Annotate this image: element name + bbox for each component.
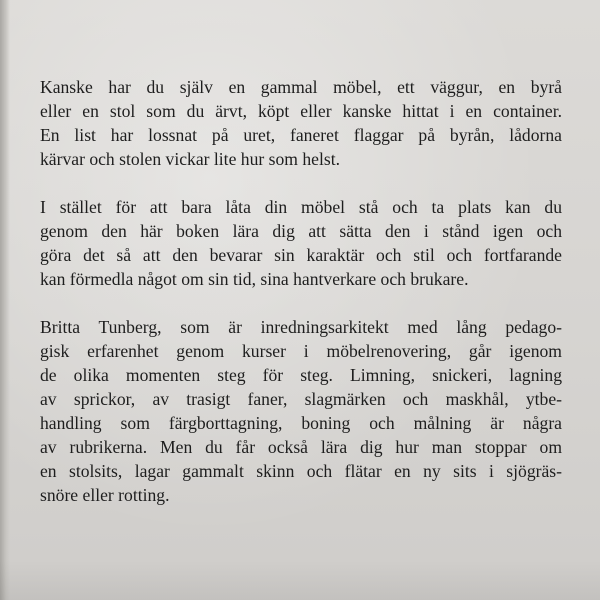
paragraph-1 (40, 75, 562, 171)
text-line: av rubrikerna. Men du får också lära dig hur man stoppar om (40, 437, 562, 457)
cover-edge-shadow (0, 0, 10, 600)
paragraph-3 (40, 315, 562, 507)
blurb-text (40, 75, 562, 531)
text-line: eller en stol som du ärvt, köpt eller kanske hittat i en container. (40, 101, 562, 121)
paragraph-2 (40, 195, 562, 291)
text-line: genom den här boken lära dig att sätta den i stånd igen och (40, 221, 562, 241)
text-line: handling som färgborttagning, boning och målning är några (40, 413, 562, 433)
text-line: I stället för att bara låta din möbel stå och ta plats kan du (40, 197, 562, 217)
text-line: En list har lossnat på uret, faneret flaggar på byrån, lådorna (40, 125, 562, 145)
text-line: kan förmedla något om sin tid, sina hantverkare och brukare. (40, 269, 469, 289)
text-line: de olika momenten steg för steg. Limning, snickeri, lagning (40, 365, 562, 385)
text-line: kärvar och stolen vickar lite hur som helst. (40, 149, 340, 169)
text-line: Britta Tunberg, som är inredningsarkitekt med lång pedago- (40, 317, 562, 337)
text-line: göra det så att den bevarar sin karaktär och stil och fortfarande (40, 245, 562, 265)
text-line: en stolsits, lagar gammalt skinn och flätar en ny sits i sjögräs- (40, 461, 562, 481)
text-line: av sprickor, av trasigt faner, slagmärken och maskhål, ytbe- (40, 389, 562, 409)
text-line: Kanske har du själv en gammal möbel, ett väggur, en byrå (40, 77, 562, 97)
text-line: snöre eller rotting. (40, 485, 170, 505)
text-line: gisk erfarenhet genom kurser i möbelrenovering, går igenom (40, 341, 562, 361)
cover-bottom-shading (0, 560, 600, 600)
